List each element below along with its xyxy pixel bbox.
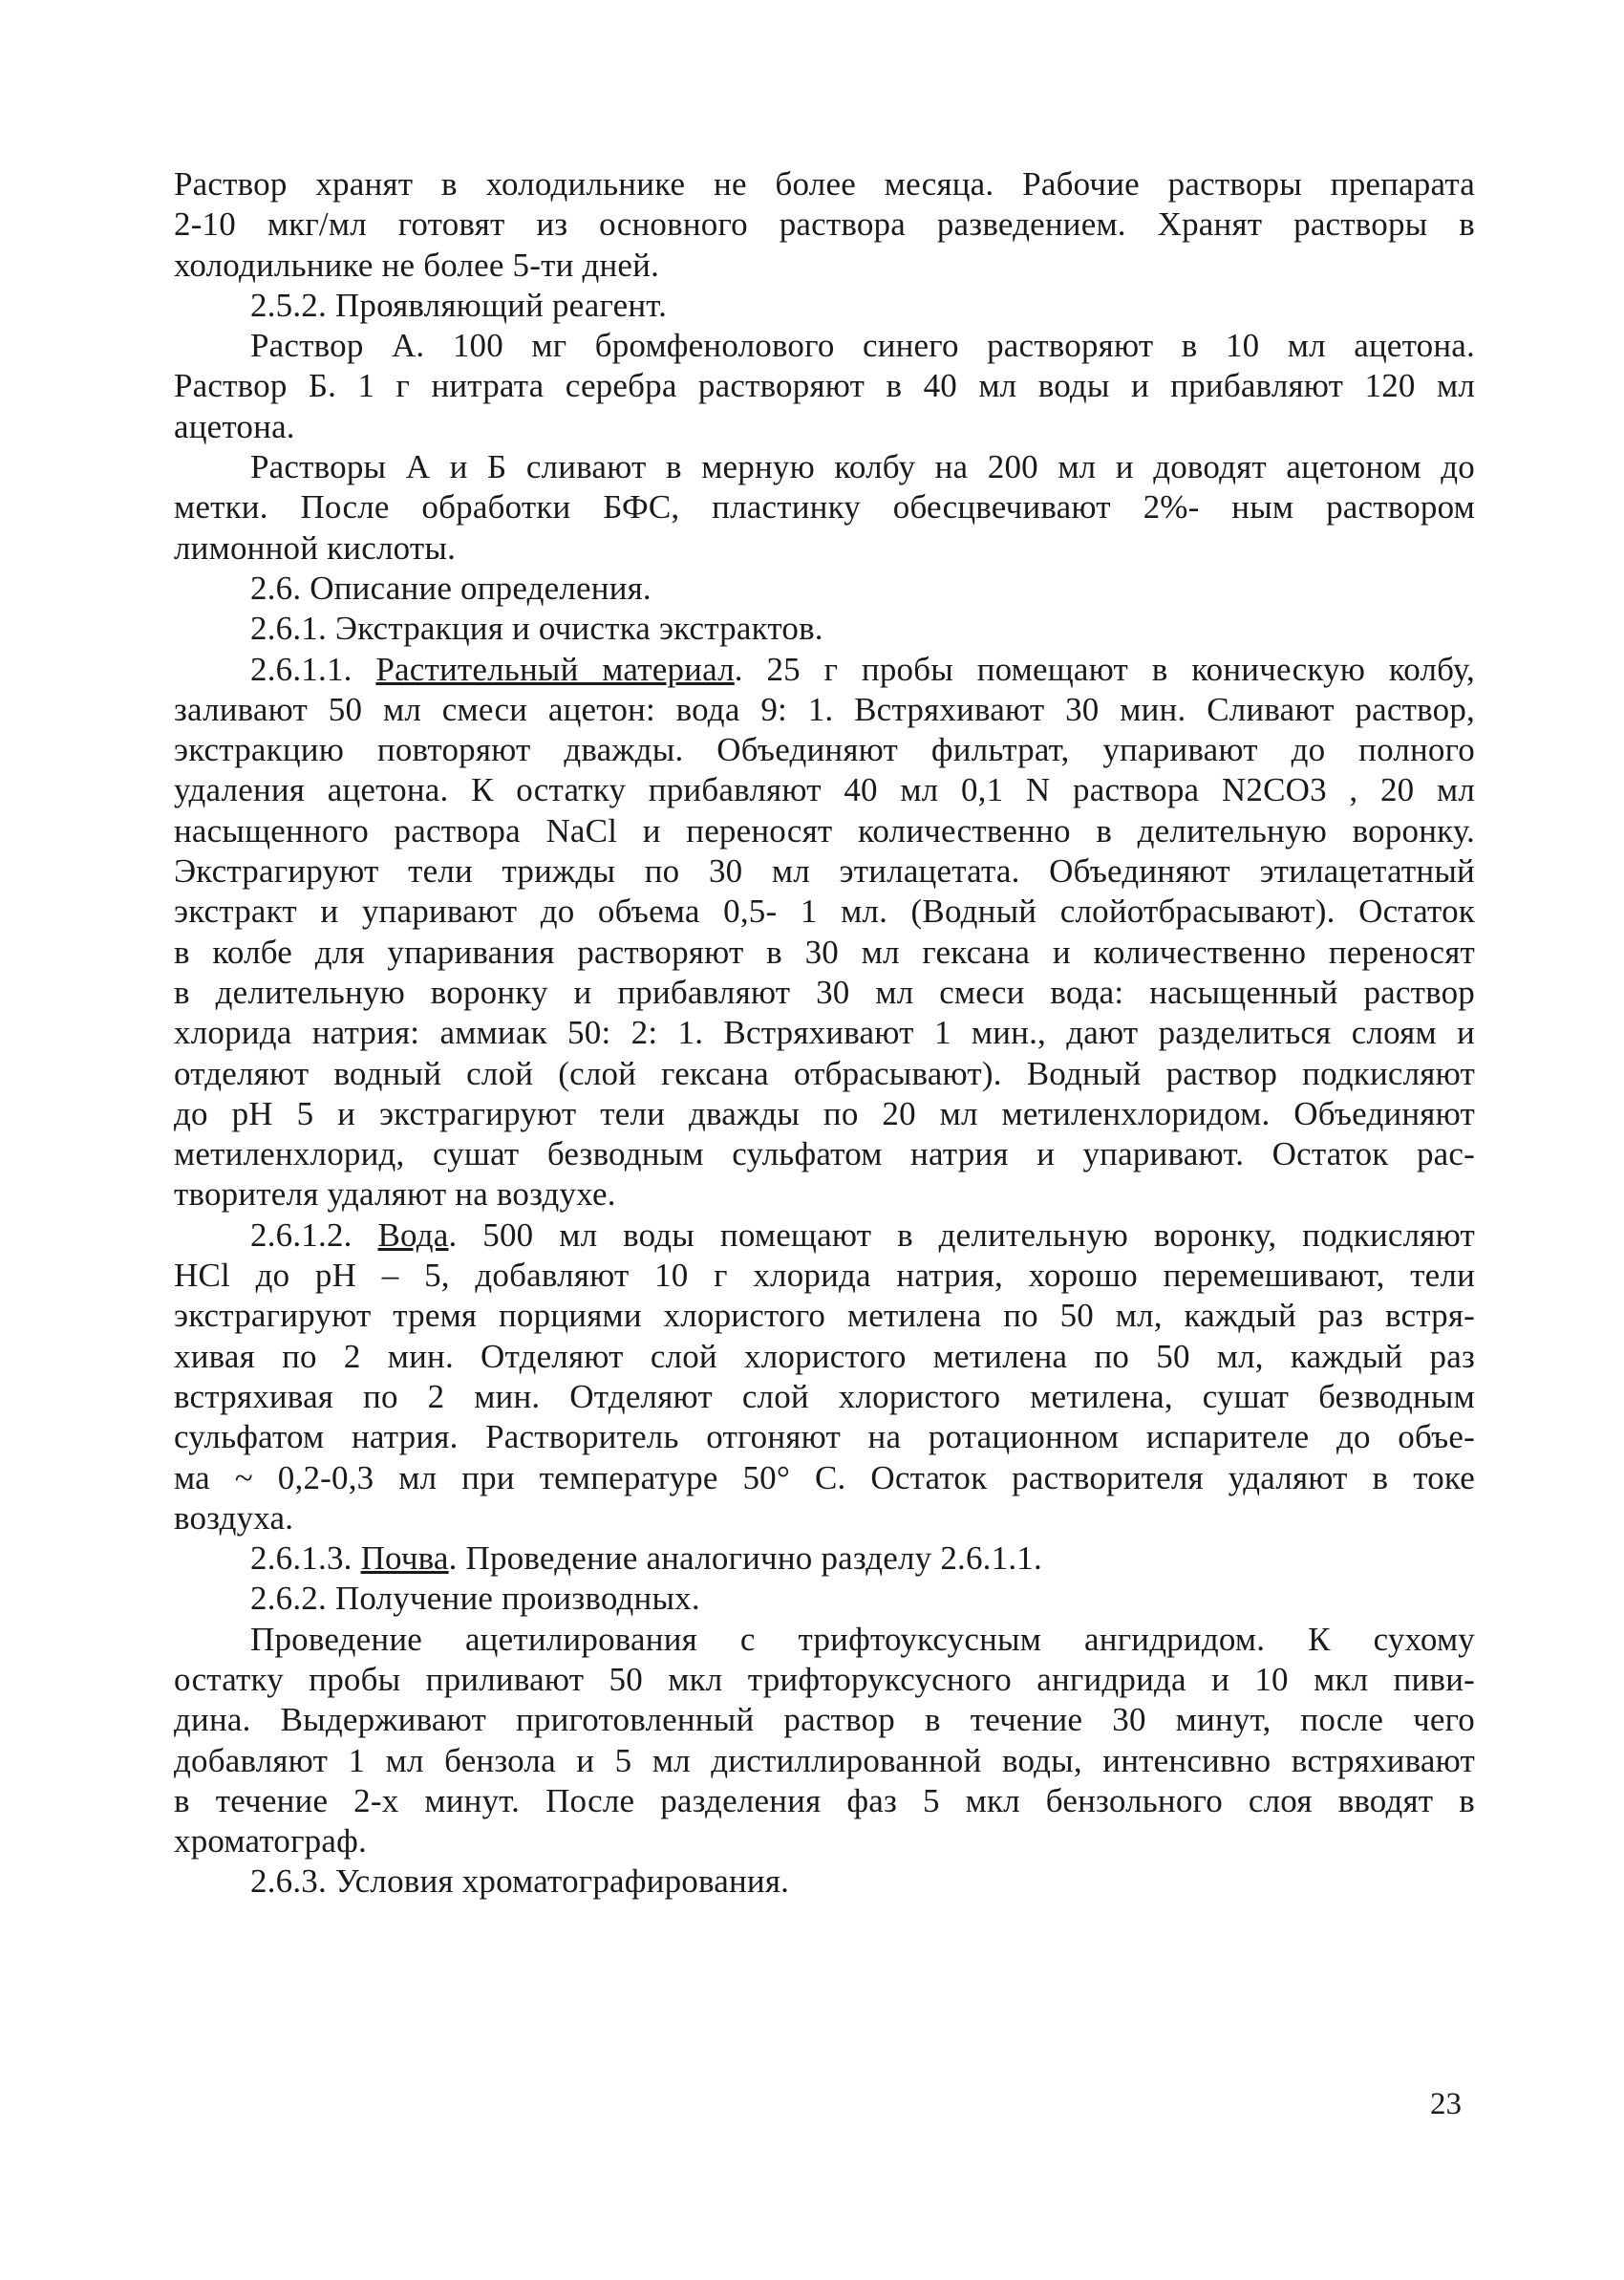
subsection-number: 2.6.1.2.	[250, 1215, 378, 1254]
text-line: Раствор хранят в холодильнике не более месяца. Рабочие растворы препарата	[174, 165, 1475, 203]
text-line: до pH 5 и экстрагируют тели дважды по 20 мл метиленхлоридом. Объединяют	[174, 1094, 1475, 1132]
subsection-line	[174, 650, 1475, 690]
text-line: хлорида натрия: аммиак 50: 2: 1. Встряхивают 1 мин., дают разделиться слоям и	[174, 1014, 1475, 1052]
text-line: в делительную воронку и прибавляют 30 мл смеси вода: насыщенный раствор	[174, 973, 1475, 1011]
text-line: удаления ацетона. К остатку прибавляют 40 мл 0,1 N раствора N2CO3 , 20 мл	[174, 771, 1475, 809]
section-heading: 2.6.1. Экстракция и очистка экстрактов.	[250, 610, 823, 648]
subsection-text: . 500 мл воды помещают в делительную воронку, подкисляют	[448, 1215, 1475, 1254]
subsection-line	[174, 1538, 1475, 1579]
text-line: хивая по 2 мин. Отделяют слой хлористого метилена по 50 мл, каждый раз	[174, 1337, 1475, 1375]
subsection-title: Растительный материал	[375, 650, 735, 688]
text-line: сульфатом натрия. Растворитель отгоняют на ротационном испарителе до объе-	[174, 1418, 1475, 1456]
text-line: остатку пробы приливают 50 мкл трифторуксусного ангидрида и 10 мкл пиви-	[174, 1660, 1475, 1698]
document-page	[174, 164, 1475, 1903]
text-line: Раствор Б. 1 г нитрата серебра растворяют в 40 мл воды и прибавляют 120 мл	[174, 367, 1475, 405]
text-line: заливают 50 мл смеси ацетон: вода 9: 1. Встряхивают 30 мин. Сливают раствор,	[174, 690, 1475, 728]
text-line: Экстрагируют тели трижды по 30 мл этилацетата. Объединяют этилацетатный	[174, 852, 1475, 891]
section-heading: 2.6.3. Условия хроматографирования.	[250, 1862, 790, 1901]
text-line: ма ~ 0,2-0,3 мл при температуре 50° С. Остаток растворителя удаляют в токе	[174, 1458, 1475, 1496]
text-line: экстрагируют тремя порциями хлористого метилена по 50 мл, каждый раз встря-	[174, 1297, 1475, 1335]
text-line: воздуха.	[174, 1498, 294, 1537]
text-line: 2-10 мкг/мл готовят из основного раствора разведением. Хранят растворы в	[174, 205, 1475, 244]
text-line: в течение 2-х минут. После разделения фаз 5 мкл бензольного слоя вводят в	[174, 1781, 1475, 1819]
section-heading: 2.5.2. Проявляющий реагент.	[250, 286, 668, 324]
subsection-text: . Проведение аналогично разделу 2.6.1.1.	[448, 1539, 1042, 1578]
text-line: лимонной кислоты.	[174, 528, 457, 567]
section-heading: 2.6.2. Получение производных.	[250, 1580, 700, 1618]
text-line: насыщенного раствора NaCl и переносят количественно в делительную воронку.	[174, 811, 1475, 850]
subsection-text: . 25 г пробы помещают в коническую колбу,	[734, 650, 1475, 688]
subsection-number: 2.6.1.1.	[250, 650, 376, 688]
page-number: 23	[1430, 2087, 1462, 2121]
section-heading: 2.6. Описание определения.	[250, 569, 652, 607]
subsection-title: Почва	[360, 1539, 449, 1578]
subsection-line	[174, 1215, 1475, 1256]
text-line: метки. После обработки БФС, пластинку обесцвечивают 2%- ным раствором	[174, 488, 1475, 527]
text-line: метиленхлорид, сушат безводным сульфатом натрия и упаривают. Остаток рас-	[174, 1135, 1475, 1173]
text-line: дина. Выдерживают приготовленный раствор в течение 30 минут, после чего	[174, 1701, 1475, 1739]
text-line: в колбе для упаривания растворяют в 30 мл гексана и количественно переносят	[174, 933, 1475, 971]
text-line: встряхивая по 2 мин. Отделяют слой хлористого метилена, сушат безводным	[174, 1377, 1475, 1415]
text-line: отделяют водный слой (слой гексана отбрасывают). Водный раствор подкисляют	[174, 1054, 1475, 1092]
subsection-number: 2.6.1.3.	[250, 1539, 361, 1578]
text-line: экстракт и упаривают до объема 0,5- 1 мл. (Водный слойотбрасывают). Остаток	[174, 893, 1475, 931]
text-line: Растворы А и Б сливают в мерную колбу на 200 мл и доводят ацетоном до	[250, 448, 1475, 486]
text-line: творителя удаляют на воздухе.	[174, 1175, 616, 1214]
text-line: экстракцию повторяют дважды. Объединяют фильтрат, упаривают до полного	[174, 731, 1475, 769]
text-line: добавляют 1 мл бензола и 5 мл дистиллированной воды, интенсивно встряхивают	[174, 1741, 1475, 1779]
subsection-title: Вода	[377, 1215, 449, 1254]
text-line: Проведение ацетилирования с трифтоуксусным ангидридом. К сухому	[250, 1620, 1475, 1658]
text-line: HCl до pH – 5, добавляют 10 г хлорида натрия, хорошо перемешивают, тели	[174, 1257, 1475, 1295]
text-line: хроматограф.	[174, 1822, 367, 1861]
text-line: ацетона.	[174, 407, 295, 445]
text-line: холодильнике не более 5-ти дней.	[174, 246, 660, 284]
text-line: Раствор А. 100 мг бромфенолового синего растворяют в 10 мл ацетона.	[250, 327, 1475, 365]
